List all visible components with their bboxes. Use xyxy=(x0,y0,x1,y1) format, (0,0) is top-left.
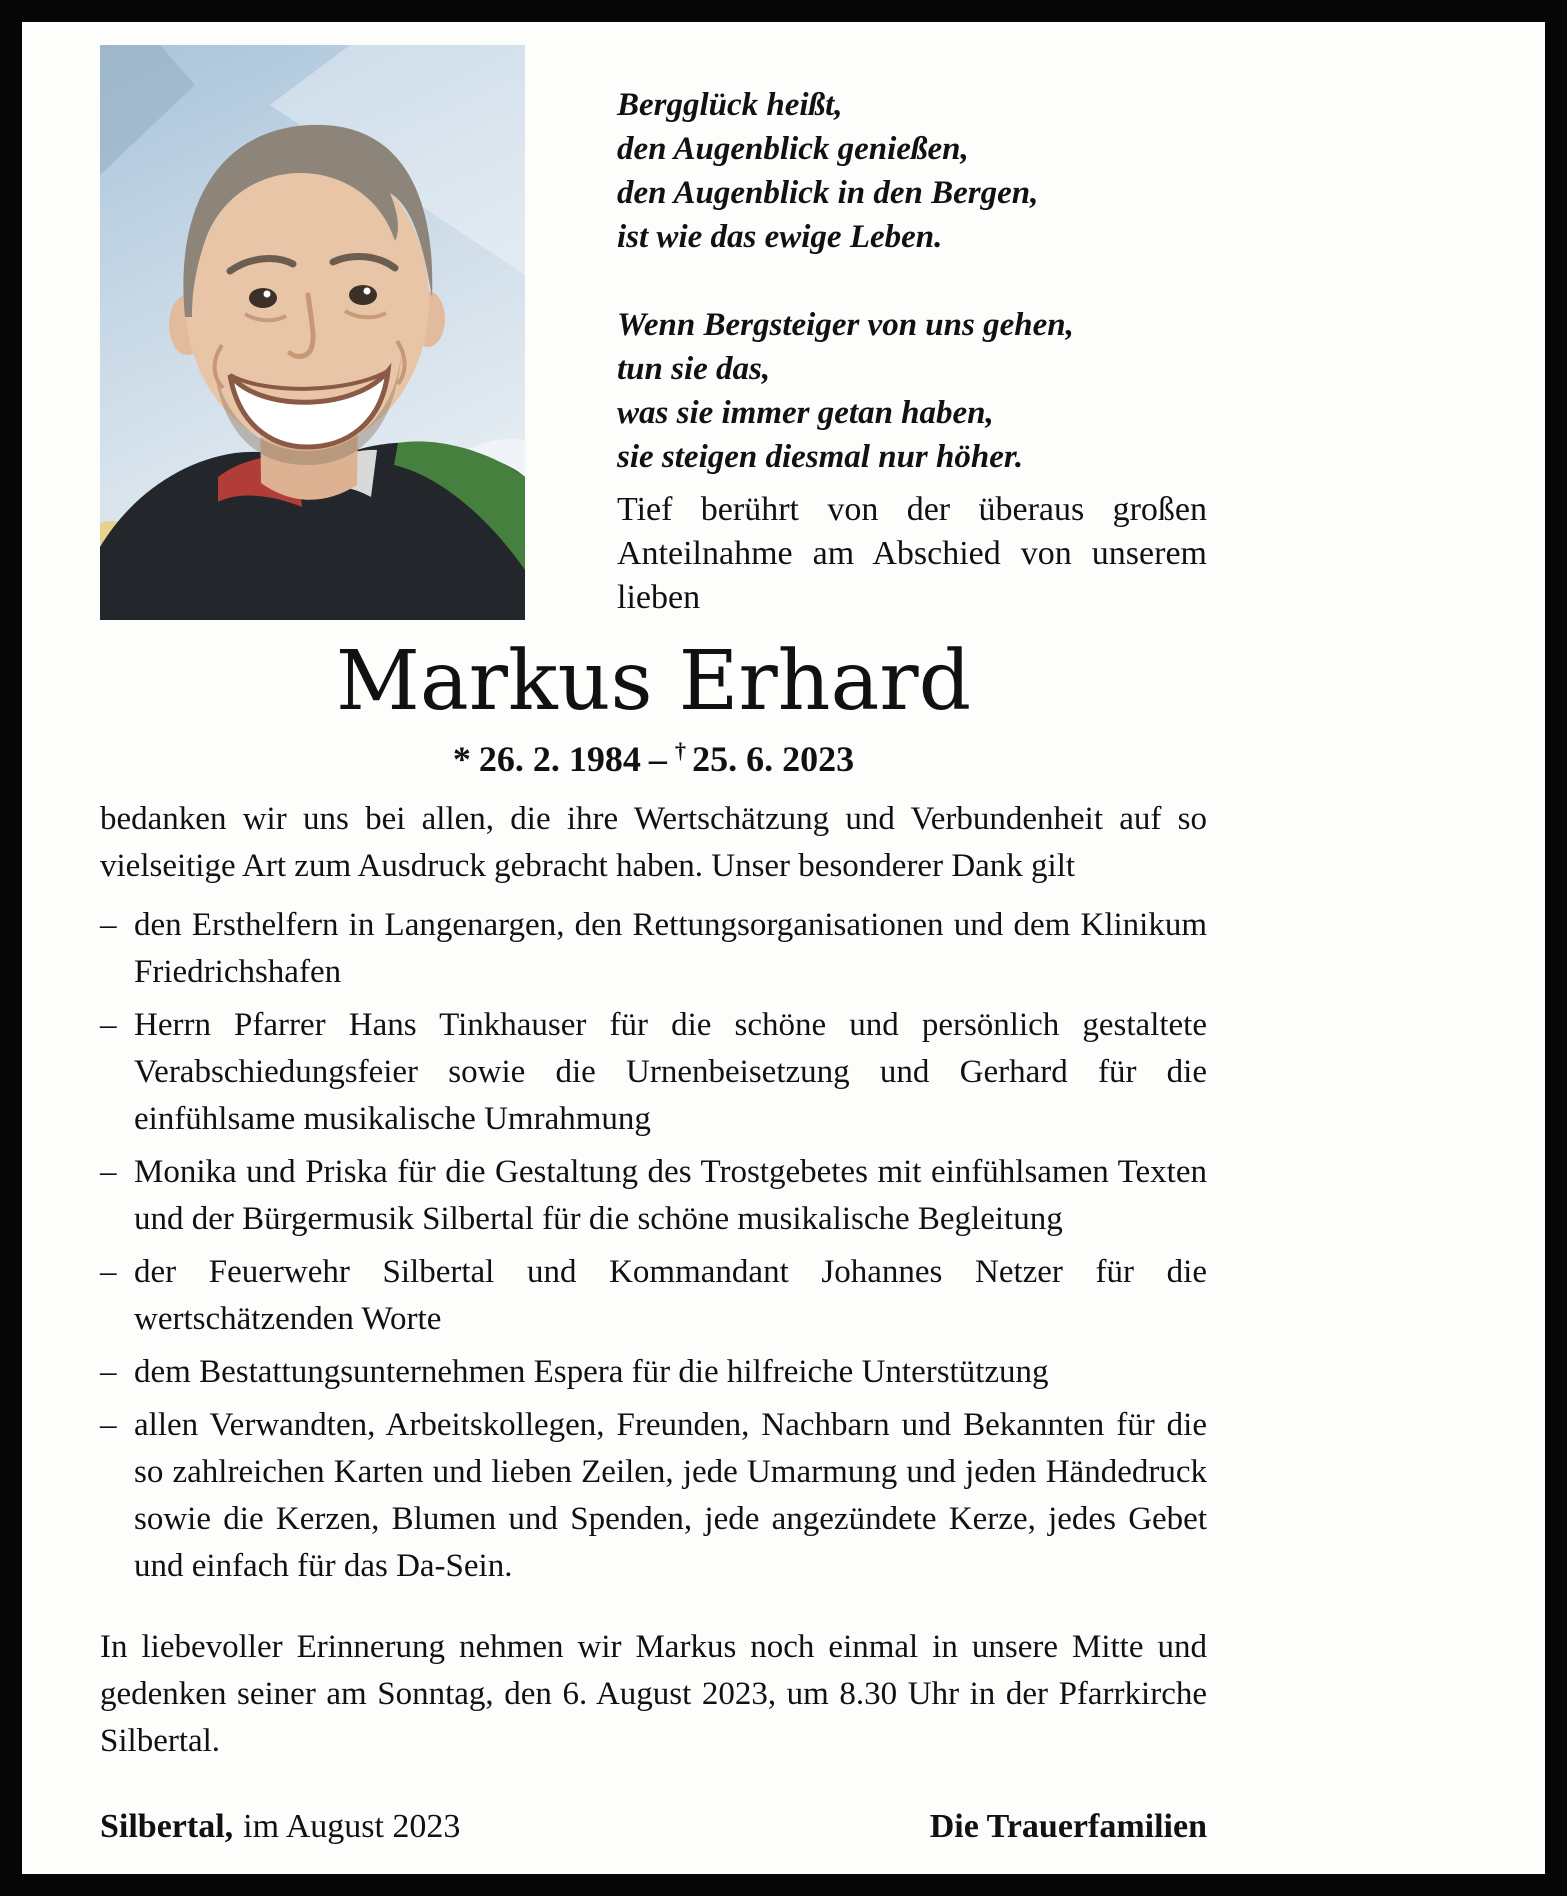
thanks-item-text: den Ersthelfern in Langenargen, den Rettungsorganisationen und dem Klinikum Friedrichshafen xyxy=(134,907,1207,990)
thanks-item-text: der Feuerwehr Silbertal und Kommandant Johannes Netzer für die wertschätzenden Worte xyxy=(134,1254,1207,1337)
thanks-item-text: dem Bestattungsunternehmen Espera für die hilfreiche Unterstützung xyxy=(134,1354,1049,1390)
dash-marker: – xyxy=(100,1007,117,1043)
thanks-item xyxy=(100,1349,1207,1396)
right-column xyxy=(525,45,1207,620)
dash-marker: – xyxy=(100,1407,117,1443)
death-date: 25. 6. 2023 xyxy=(692,739,855,779)
birth-date: 26. 2. 1984 xyxy=(478,739,641,779)
dash-marker: – xyxy=(100,907,117,943)
birth-symbol: * xyxy=(452,739,471,779)
thanks-item xyxy=(100,902,1207,996)
thanks-item xyxy=(100,1249,1207,1343)
condolence-intro: Tief berührt von der überaus großen Anteilnahme am Abschied von unserem lieben xyxy=(617,491,1207,616)
thanks-list xyxy=(100,902,1207,1590)
portrait-illustration xyxy=(100,45,525,620)
thanks-item xyxy=(100,1002,1207,1143)
portrait-photo xyxy=(100,45,525,620)
place-date xyxy=(100,1805,460,1849)
poem-line: Bergglück heißt, xyxy=(617,87,843,123)
footer xyxy=(100,1805,1207,1849)
thanks-item xyxy=(100,1149,1207,1243)
stanza-gap xyxy=(617,259,1207,303)
signature: Die Trauerfamilien xyxy=(929,1808,1207,1845)
poem-line: was sie immer getan haben, xyxy=(617,395,994,431)
dash-marker: – xyxy=(100,1254,117,1290)
dates-separator: – xyxy=(648,739,667,779)
memorial-poem xyxy=(617,83,1207,479)
poem-line: ist wie das ewige Leben. xyxy=(617,219,943,255)
poem-line: den Augenblick in den Bergen, xyxy=(617,175,1039,211)
deceased-name: Markus Erhard xyxy=(335,634,972,729)
poem-line: sie steigen diesmal nur höher. xyxy=(617,439,1024,475)
thanks-item-text: Monika und Priska für die Gestaltung des Trostgebetes mit einfühlsamen Texten und der Bürgermusik Silbertal für die schöne musikalische Begleitung xyxy=(134,1154,1207,1237)
thanks-item-text: allen Verwandten, Arbeitskollegen, Freunden, Nachbarn und Bekannten für die so zahlreichen Karten und lieben Zeilen, jede Umarmung und jeden Händedruck sowie die Kerzen, Blumen und Spenden, jede angezündete Kerze, jedes Gebet und einfach für das Da-Sein. xyxy=(134,1407,1207,1584)
poem-line: tun sie das, xyxy=(617,351,771,387)
memorial-notice: In liebevoller Erinnerung nehmen wir Markus noch einmal in unsere Mitte und gedenken seiner am Sonntag, den 6. August 2023, um 8.30 Uhr in der Pfarrkirche Silbertal. xyxy=(100,1629,1207,1759)
date-label: im August 2023 xyxy=(243,1808,461,1845)
poem-line: den Augenblick genießen, xyxy=(617,131,969,167)
death-symbol: † xyxy=(674,738,687,763)
thanks-item xyxy=(100,1402,1207,1590)
thanks-intro: bedanken wir uns bei allen, die ihre Wertschätzung und Verbundenheit auf so vielseitige Art zum Ausdruck gebracht haben. Unser besonderer Dank gilt xyxy=(100,801,1207,884)
poem-line: Wenn Bergsteiger von uns gehen, xyxy=(617,307,1074,343)
thanks-item-text: Herrn Pfarrer Hans Tinkhauser für die schöne und persönlich gestaltete Verabschiedungsfeier sowie die Urnenbeisetzung und Gerhard für die einfühlsame musikalische Umrahmung xyxy=(134,1007,1207,1137)
dash-marker: – xyxy=(100,1354,117,1390)
place-label: Silbertal, xyxy=(100,1808,234,1845)
top-section xyxy=(100,45,1207,620)
dash-marker: – xyxy=(100,1154,117,1190)
life-dates xyxy=(100,738,1207,780)
